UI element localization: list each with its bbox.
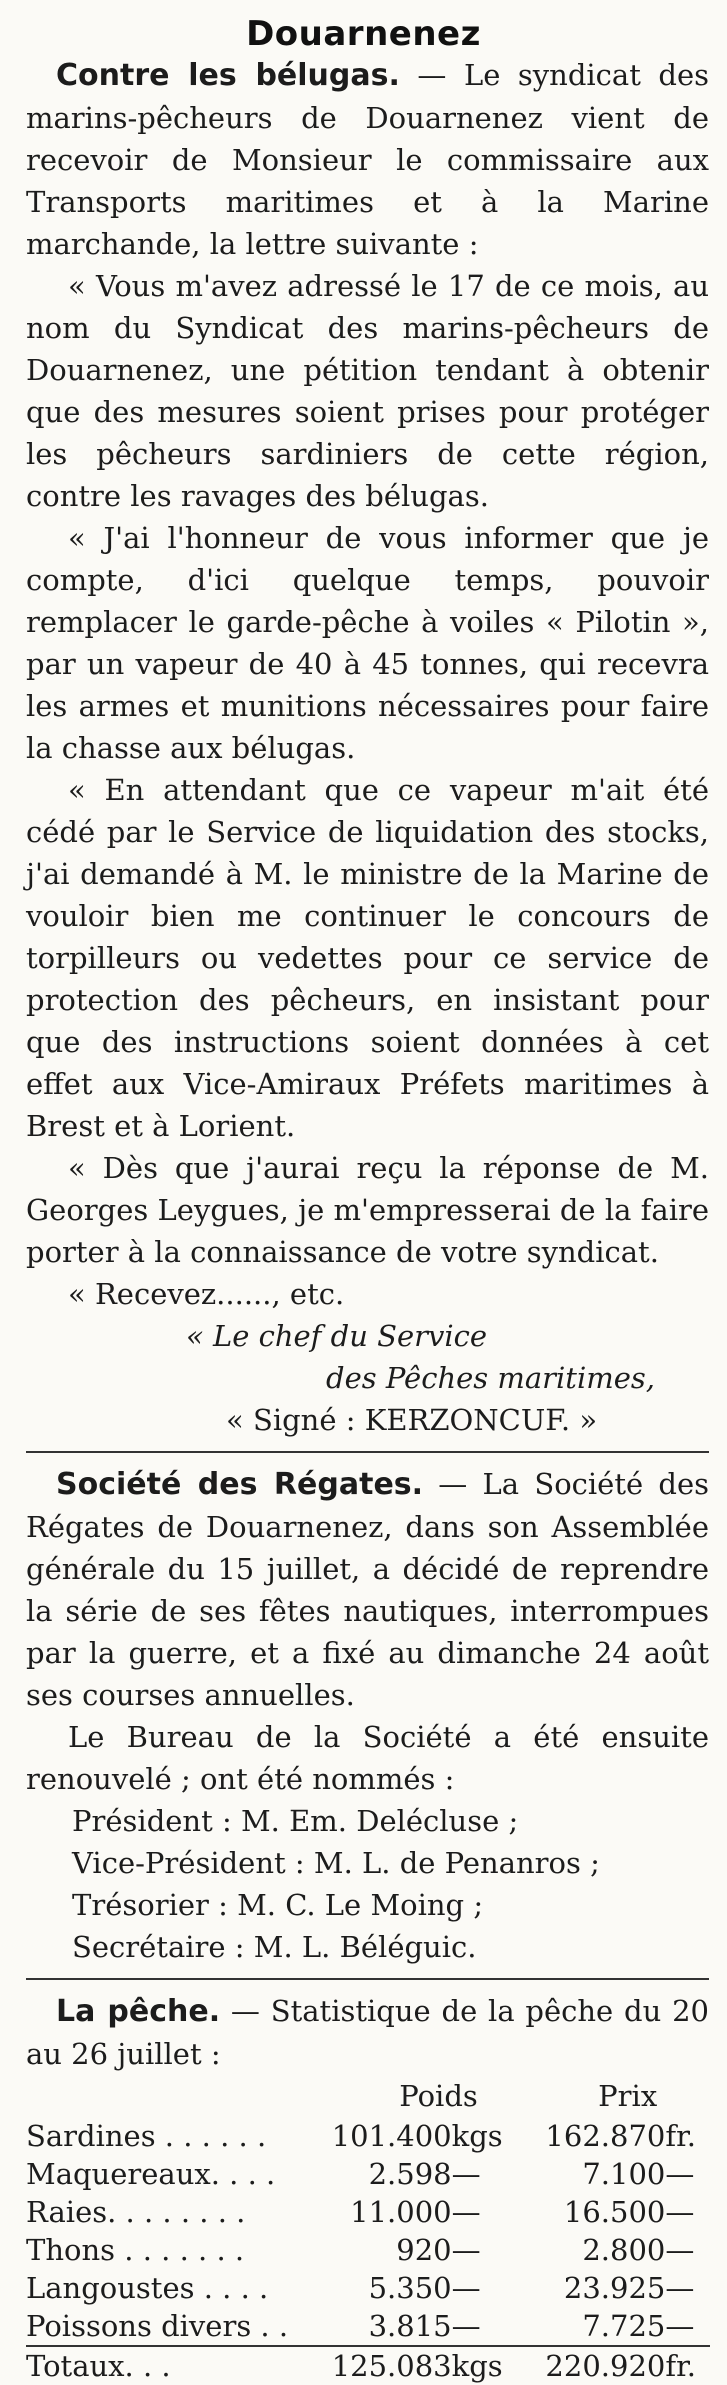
totals-row: [26, 2346, 710, 2385]
article-belugas: [0, 54, 727, 1441]
officer-vice-president: Vice-Président : M. L. de Penanros ;: [72, 1846, 600, 1880]
article-peche-heading: La pêche.: [56, 1994, 221, 2029]
row-prix-unit: —: [665, 2157, 695, 2191]
table-row: [26, 2193, 710, 2231]
totals-label: Totaux. . .: [26, 2346, 332, 2385]
row-poids: 920: [396, 2233, 452, 2267]
row-prix: 16.500: [563, 2195, 666, 2229]
catch-table: [26, 2075, 710, 2385]
article-regates-intro: Société des Régates. — La Société des Régates de Douarnenez, dans son Assemblée générale du 15 juillet, a décidé de reprendre la série de ses fêtes nautiques, interrompues par la guerre, et a fixé au dimanche 24 août ses courses annuelles.: [26, 1467, 710, 1712]
article-peche: [0, 1990, 727, 2075]
row-prix: 2.800: [582, 2233, 666, 2267]
table-row: [26, 2117, 710, 2155]
row-category: Sardines . . . . . .: [26, 2119, 267, 2153]
article-peche-intro-text: Statistique de la pêche du 20 au 26 juillet :: [26, 1994, 709, 2071]
row-prix: 7.100: [582, 2157, 666, 2191]
table-row: [26, 2307, 710, 2346]
signature-line-2: des Pêches maritimes,: [326, 1361, 655, 1395]
newspaper-page: [0, 14, 727, 2383]
totals-poids: 125.083: [332, 2346, 452, 2385]
row-poids: 2.598: [368, 2157, 452, 2191]
article-regates-heading: Société des Régates.: [56, 1467, 424, 1502]
article-belugas-heading: Contre les bélugas.: [56, 58, 400, 93]
row-category: Poissons divers . .: [26, 2309, 289, 2343]
totals-prix: 220.920: [545, 2346, 665, 2385]
divider: [26, 1451, 709, 1453]
row-prix: 162.870: [545, 2119, 666, 2153]
signature-line-1: « Le chef du Service: [186, 1319, 488, 1353]
officer-president: Président : M. Em. Delécluse ;: [72, 1804, 519, 1838]
row-category: Maquereaux. . . .: [26, 2157, 276, 2191]
letter-paragraph-2: « J'ai l'honneur de vous informer que je compte, d'ici quelque temps, pouvoir remplacer le garde-pêche à voiles « Pilotin », par un vapeur de 40 à 45 tonnes, qui recevra les armes et munitions nécessaires pour faire la chasse aux bélugas.: [26, 521, 709, 765]
row-prix: 23.925: [563, 2271, 666, 2305]
article-regates: [0, 1463, 727, 1968]
row-category: Langoustes . . . .: [26, 2271, 269, 2305]
catch-table-header: [26, 2075, 710, 2117]
totals-poids-unit: kgs: [452, 2346, 546, 2385]
column-header-prix: Prix: [598, 2079, 658, 2113]
row-poids-unit: —: [451, 2233, 481, 2267]
article-belugas-intro: Contre les bélugas. — Le syndicat des marins-pêcheurs de Douarnenez vient de recevoir de Monsieur le commissaire aux Transports maritimes et à la Marine marchande, la lettre suivante :: [26, 58, 709, 261]
totals-prix-unit: fr.: [665, 2346, 710, 2385]
row-prix-unit: —: [665, 2271, 695, 2305]
letter-paragraph-1: « Vous m'avez adressé le 17 de ce mois, au nom du Syndicat des marins-pêcheurs de Douarnenez, une pétition tendant à obtenir que des mesures soient prises pour protéger les pêcheurs sardiniers de cette région, contre les ravages des bélugas.: [26, 269, 709, 513]
town-heading: Douarnenez: [246, 14, 481, 54]
row-prix-unit: fr.: [665, 2119, 696, 2153]
article-peche-intro: La pêche. — Statistique de la pêche du 20 au 26 juillet :: [26, 1994, 709, 2071]
article-regates-paragraph: Le Bureau de la Société a été ensuite renouvelé ; ont été nommés :: [26, 1720, 709, 1796]
row-prix-unit: —: [665, 2195, 695, 2229]
signature-line-3: « Signé : KERZONCUF. »: [226, 1403, 598, 1437]
row-poids-unit: —: [451, 2157, 481, 2191]
letter-paragraph-3: « En attendant que ce vapeur m'ait été cédé par le Service de liquidation des stocks, j'ai demandé à M. le ministre de la Marine de vouloir bien me continuer le concours de torpilleurs ou vedettes pour ce service de protection des pêcheurs, en insistant pour que des instructions soient données à cet effet aux Vice-Amiraux Préfets maritimes à Brest et à Lorient.: [26, 773, 709, 1143]
table-row: [26, 2155, 710, 2193]
table-row: [26, 2231, 710, 2269]
officer-treasurer: Trésorier : M. C. Le Moing ;: [72, 1888, 484, 1922]
row-poids-unit: —: [451, 2271, 481, 2305]
letter-paragraph-4: « Dès que j'aurai reçu la réponse de M. Georges Leygues, je m'empresserai de la faire porter à la connaissance de votre syndicat.: [26, 1151, 709, 1269]
row-poids: 101.400: [331, 2119, 452, 2153]
article-regates-intro-text: La Société des Régates de Douarnenez, dans son Assemblée générale du 15 juillet, a décidé de reprendre la série de ses fêtes nautiques, interrompues par la guerre, et a fixé au dimanche 24 août ses courses annuelles.: [26, 1467, 710, 1712]
row-poids: 5.350: [368, 2271, 452, 2305]
row-prix-unit: —: [665, 2309, 695, 2343]
row-poids: 3.815: [368, 2309, 452, 2343]
table-row: [26, 2269, 710, 2307]
row-category: Thons . . . . . . .: [26, 2233, 245, 2267]
officer-secretary: Secrétaire : M. L. Béléguic.: [72, 1930, 477, 1964]
column-header-poids: Poids: [399, 2079, 478, 2113]
row-poids-unit: kgs: [451, 2119, 503, 2153]
letter-paragraph-5: « Recevez......, etc.: [68, 1277, 345, 1311]
row-category: Raies. . . . . . . .: [26, 2195, 246, 2229]
divider: [26, 1978, 709, 1980]
row-prix: 7.725: [582, 2309, 666, 2343]
row-poids-unit: —: [451, 2309, 481, 2343]
row-poids-unit: —: [451, 2195, 481, 2229]
row-prix-unit: —: [665, 2233, 695, 2267]
row-poids: 11.000: [350, 2195, 452, 2229]
article-belugas-intro-text: Le syndicat des marins-pêcheurs de Douarnenez vient de recevoir de Monsieur le commissaire aux Transports maritimes et à la Marine marchande, la lettre suivante :: [26, 58, 709, 261]
